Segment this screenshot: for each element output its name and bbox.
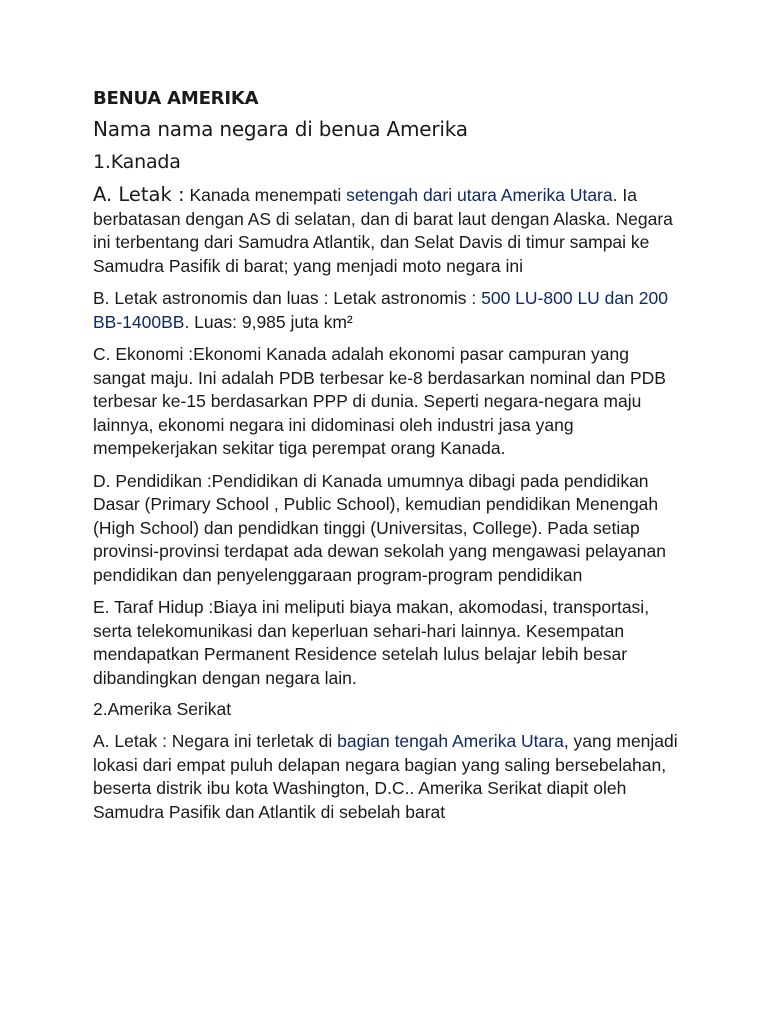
- paragraph-letak-amerika-serikat: [93, 730, 683, 824]
- paragraph-pendidikan: D. Pendidikan :Pendidikan di Kanada umumnya dibagi pada pendidikan Dasar (Primary School , Public School), kemudian pendidikan Menengah (High School) dan pendidkan tinggi (Universitas, College). Pada setiap provinsi-provinsi terdapat ada dewan sekolah yang mengawasi pelayanan pendidikan dan penyelenggaraan program-program pendidikan: [93, 470, 666, 585]
- letak-as-text-1: A. Letak : Negara ini terletak di: [93, 731, 338, 751]
- letak-link[interactable]: setengah dari utara Amerika Utara: [346, 185, 613, 205]
- astronomis-text-2: . Luas: 9,985 juta km²: [184, 311, 353, 332]
- paragraph-letak-kanada: [93, 183, 683, 278]
- section-heading-amerika-serikat: 2.Amerika Serikat: [93, 699, 232, 719]
- paragraph-taraf-hidup: E. Taraf Hidup :Biaya ini meliputi biaya makan, akomodasi, transportasi, serta telekomunikasi dan keperluan sehari-hari lainnya. Kesempatan mendapatkan Permanent Residence setelah lulus belajar lebih besar dibandingkan dengan negara lain.: [93, 597, 650, 688]
- letak-label: A. Letak :: [93, 183, 185, 206]
- paragraph-astronomis: [93, 287, 683, 334]
- document-title: BENUA AMERIKA: [93, 88, 259, 109]
- astronomis-link[interactable]: 500 LU-800 LU dan 200 BB-1400BB: [93, 288, 668, 332]
- paragraph-ekonomi: C. Ekonomi :Ekonomi Kanada adalah ekonomi pasar campuran yang sangat maju. Ini adalah PDB terbesar ke-8 berdasarkan nominal dan PDB terbesar ke-15 berdasarkan PPP di dunia. Seperti negara-negara maju lainnya, ekonomi negara ini didominasi oleh industri jasa yang mempekerjakan sekitar tiga perempat orang Kanada.: [93, 344, 666, 458]
- section-heading-kanada: 1.Kanada: [93, 151, 181, 173]
- letak-text-2: . Ia berbatasan dengan AS di selatan, dan di barat laut dengan Alaska. Negara ini terbentang dari Samudra Atlantik, dan Selat Davis di timur sampai ke Samudra Pasifik di barat; yang menjadi moto negara ini: [93, 185, 673, 276]
- astronomis-text-1: B. Letak astronomis dan luas : Letak astronomis :: [93, 288, 482, 308]
- letak-as-link[interactable]: bagian tengah Amerika Utara: [337, 731, 564, 751]
- document-page: [93, 88, 683, 833]
- document-subtitle: Nama nama negara di benua Amerika: [93, 117, 468, 141]
- letak-text-1: Kanada menempati: [184, 185, 347, 205]
- letak-as-text-2: , yang menjadi lokasi dari empat puluh delapan negara bagian yang saling bersebelahan, beserta distrik ibu kota Washington, D.C.. Amerika Serikat diapit oleh Samudra Pasifik dan Atlantik di sebelah barat: [93, 731, 678, 822]
